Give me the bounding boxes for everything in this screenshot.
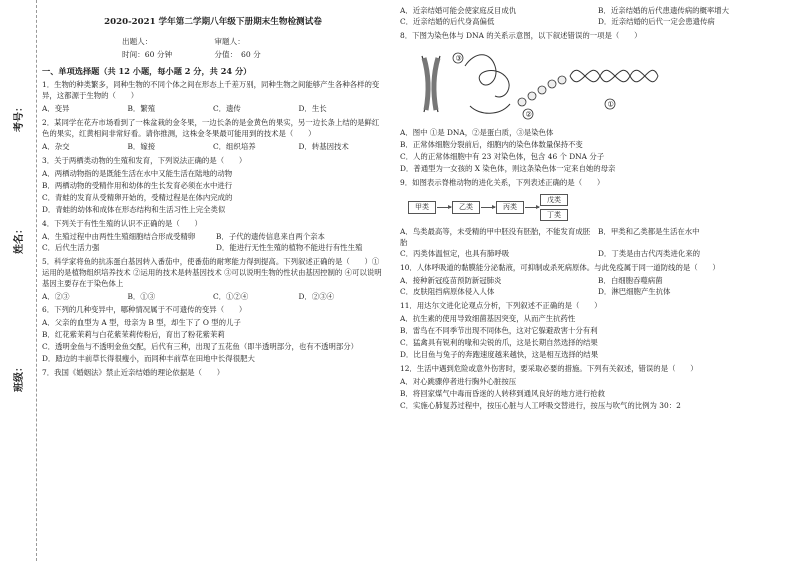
- question-7: 7．我国《婚姻法》禁止近亲结婚的理论依据是（ ）: [42, 368, 225, 378]
- q2-options: [42, 142, 384, 153]
- option: C．近亲结婚的后代身高偏低: [400, 16, 495, 26]
- option: D．淋巴细胞产生抗体: [598, 287, 671, 297]
- chain-box: 丁类: [540, 209, 568, 221]
- right-column: [400, 6, 790, 413]
- q1-options: [42, 104, 384, 115]
- option: C．透明金鱼与不透明金鱼交配，后代有三种，出现了五花鱼（即半透明部分，也有不透明部分）: [42, 342, 359, 352]
- section-heading: 一、单项选择题（共 12 小题，每小题 2 分，共 24 分）: [42, 66, 252, 77]
- option: C．人的正常体细胞中有 23 对染色体，包含 46 个 DNA 分子: [400, 151, 605, 161]
- figure-label: ①: [607, 100, 614, 109]
- question-6: 6．下列的几种变异中，哪种情况属于不可遗传的变异（ ）: [42, 305, 247, 315]
- question-5: 5．科学家将鱼的抗冻蛋白基因转入番茄中，使番茄的耐寒能力得到提高。下列叙述正确的是（ ）①运用的是植物组织培养技术 ②运用的技术是转基因技术 ③可以说明生物的性状由基因控制的 ④可以说明基因主要存在于染色体上: [42, 256, 382, 288]
- time-label: 时间：60 分钟: [122, 49, 173, 59]
- q5-options: [42, 292, 384, 303]
- option: B．正常体细胞分裂前后，细胞内的染色体数量保持不变: [400, 139, 583, 149]
- option: C．后代生活力强: [42, 242, 100, 252]
- option: C．组织培养: [213, 142, 256, 152]
- staff-row: [42, 36, 384, 47]
- question-12: 12．生活中遇到危险或意外伤害时，要采取必要的措施。下列有关叙述，错误的是（ ）: [400, 363, 698, 373]
- setter-label: 出题人：: [122, 36, 153, 46]
- option: D．普通型为一女孩的 X 染色体，则这条染色体一定来自她的母亲: [400, 163, 616, 173]
- q7-options: [400, 6, 790, 28]
- question-4: 4．下列关于有性生殖的认识不正确的是（ ）: [42, 218, 202, 228]
- option: C．青蛙的发育从受精卵开始的，受精过程是在体内完成的: [42, 192, 233, 202]
- option: A．对心跳骤停者进行胸外心脏按压: [400, 376, 517, 386]
- option: C．皮肤阻挡病原体侵入人体: [400, 287, 495, 297]
- option: C．①②④: [213, 291, 249, 301]
- option: A．杂交: [42, 142, 70, 152]
- q10-options: [400, 276, 790, 298]
- option: D．踏边的丰前草长得很瘦小，而同种丰前草在田地中长得很肥大: [42, 354, 255, 364]
- option: B．将回家煤气中毒而昏迷的人转移到通风良好的地方进行抢救: [400, 388, 605, 398]
- option: A．②③: [42, 291, 70, 301]
- chain-box: 乙类: [452, 201, 480, 213]
- option: B．甲类和乙类都是生活在水中: [598, 227, 700, 237]
- arrow-icon: [437, 207, 451, 208]
- class-label: 班级：: [14, 362, 25, 392]
- nucleosome-beads: [518, 76, 566, 106]
- option: D．比目鱼与兔子的奔跑速度越来越快，这是相互选择的结果: [400, 349, 599, 359]
- option: A．抗生素的使用导致细菌基因突变，从而产生抗药性: [400, 314, 576, 324]
- option: C．实施心肺复苏过程中，按压心脏与人工呼吸交替进行，按压与吹气的比例为 30：2: [400, 400, 681, 410]
- option: D．丁类是由古代丙类进化来的: [598, 249, 701, 259]
- chromosome-dna-figure: [410, 46, 660, 124]
- option: A．接种新冠疫苗预防新冠肺炎: [400, 276, 502, 286]
- dna-helix: [570, 70, 658, 82]
- evolution-chain-figure: [408, 194, 790, 222]
- question-8: 8．下图为染色体与 DNA 的关系示意图，以下叙述错误的一项是（ ）: [400, 30, 642, 40]
- question-9: 9．如图表示脊椎动物的进化关系，下列表述正确的是（ ）: [400, 177, 605, 187]
- option: B．两栖动物的受精作用和幼体的生长发育必须在水中进行: [42, 180, 233, 190]
- option: B．嫁接: [127, 142, 156, 152]
- option: B．子代的遗传信息来自两个亲本: [216, 231, 325, 241]
- option: B．繁殖: [127, 104, 156, 114]
- option: B．雷鸟在不同季节出现不同体色，这对它躲避敌害十分有利: [400, 325, 598, 335]
- chain-branch: [540, 194, 568, 222]
- exam-number-label: 考号：: [14, 102, 25, 132]
- option: A．生殖过程中由两性生殖细胞结合形成受精卵: [42, 231, 196, 241]
- option: C．猛禽具有锐利的喙和尖锐的爪，这是长期自然选择的结果: [400, 337, 598, 347]
- question-1: 1．生物的种类繁多，同种生物的不同个体之间在形态上千差万别，同种生物之间能够产生各种各样的变异，这都源于生物的（ ）: [42, 80, 380, 101]
- figure-label: ②: [525, 110, 532, 119]
- left-column: [42, 6, 384, 381]
- binding-margin: [0, 0, 37, 561]
- option: D．青蛙的幼体和成体在形态结构和生活习性上完全类似: [42, 204, 226, 214]
- option: D．近亲结婚的后代一定会患遗传病: [598, 16, 715, 26]
- chain-box: 丙类: [496, 201, 524, 213]
- figure-label: ③: [455, 54, 462, 63]
- arrow-icon: [481, 207, 495, 208]
- option: A．两栖动物指的是既能生活在水中又能生活在陆地的动物: [42, 169, 233, 178]
- time-row: [42, 49, 384, 60]
- option: C．遗传: [213, 104, 241, 114]
- option: A．鸟类最高等，未受精的甲中胚没有胚胎，不能发育成胚胎: [400, 227, 591, 248]
- arrow-icon: [525, 207, 539, 208]
- option: D．转基因技术: [298, 142, 349, 152]
- option: A．图中 ①是 DNA，②是蛋白质，③是染色体: [400, 127, 554, 137]
- question-11: 11．用达尔文进化论观点分析，下列叙述不正确的是（ ）: [400, 301, 602, 311]
- question-3: 3．关于两栖类动物的生殖和发育，下列说法正确的是（ ）: [42, 156, 247, 166]
- reviewer-label: 审题人：: [214, 36, 245, 46]
- option: D．生长: [298, 104, 327, 114]
- q9-options: [400, 227, 790, 260]
- option: B．近亲结婚的后代患遗传病的概率增大: [598, 6, 730, 15]
- chromosome-shape: [422, 56, 440, 112]
- option: D．能进行无性生殖的植物不能进行有性生殖: [216, 242, 363, 252]
- option: D．②③④: [298, 291, 334, 301]
- option: B．①③: [127, 291, 156, 301]
- question-10: 10．人体呼吸道的黏膜能分泌黏液，可抑制或杀死病原体。与此免疫属于同一道防线的是（ ）: [400, 263, 720, 273]
- option: A．父亲的血型为 A 型，母亲为 B 型，却生下了 O 型的儿子: [42, 318, 241, 328]
- chain-box: 戊类: [540, 194, 568, 206]
- q4-options: [42, 232, 384, 254]
- name-label: 姓名：: [14, 224, 25, 254]
- chain-box: 甲类: [408, 201, 436, 213]
- coil-shape: [465, 55, 510, 114]
- option: B．白细胞吞噬病菌: [598, 276, 663, 286]
- option: C．丙类体温恒定，也具有肺呼吸: [400, 249, 510, 259]
- option: A．近亲结婚可能会使家庭反目成仇: [400, 6, 517, 15]
- option: A．变异: [42, 104, 70, 114]
- option: B．红花紫茉莉与白花紫茉莉传粉后，育出了粉花紫茉莉: [42, 330, 225, 340]
- score-label: 分值： 60 分: [214, 49, 261, 59]
- page-title: 2020-2021 学年第二学期八年级下册期末生物检测试卷: [104, 17, 322, 27]
- question-2: 2．某同学在花卉市场看到了一株盆栽的金冬果，一边长条的是金黄色的果实，另一边长条上结的是鲜红色的果实，红黄相间非常好看。请你推测，这株金冬果最可能用到的技术是（ ）: [42, 118, 380, 139]
